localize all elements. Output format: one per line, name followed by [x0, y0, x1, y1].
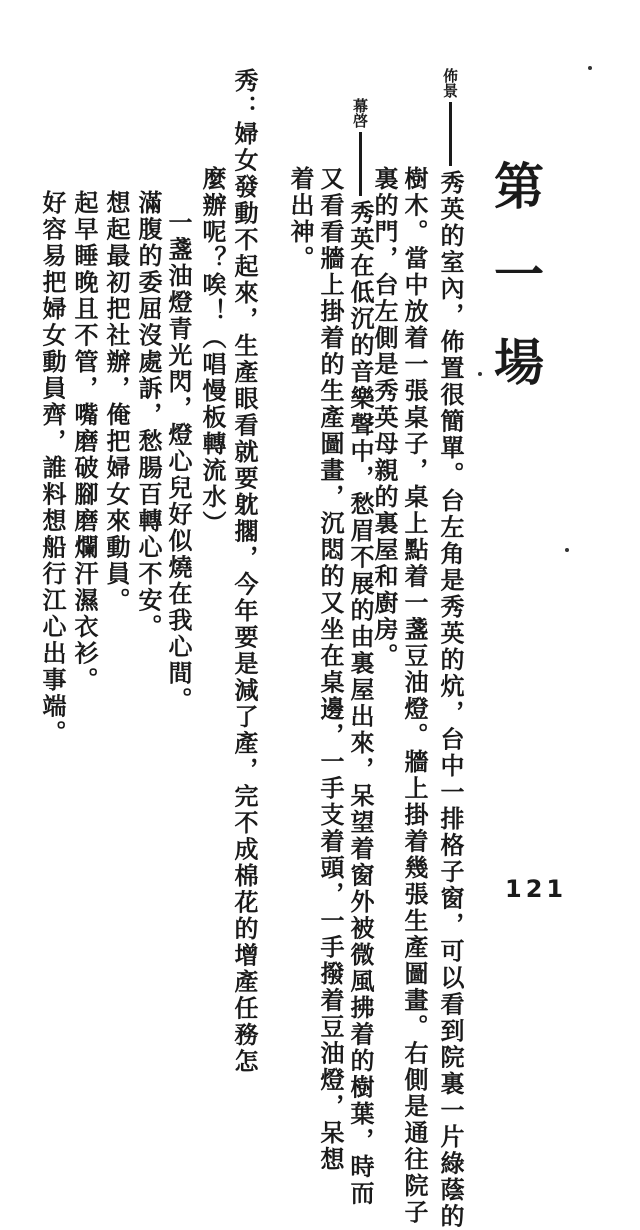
- speaker-label: 秀：: [230, 68, 259, 121]
- verse-line-4: 起早睡晚且不管，嘴磨破腳磨爛汗濕衣衫。: [70, 190, 99, 694]
- scan-speck: [565, 548, 569, 552]
- curtain-line-1: [346, 98, 375, 1207]
- scan-speck: [478, 372, 482, 376]
- dialogue-line-2: 麼辦呢？唉！（唱慢板轉流水）: [198, 166, 227, 537]
- curtain-dash: [359, 132, 362, 196]
- setting-label: 佈景: [441, 68, 459, 98]
- verse-line-1: 一盞油燈青光閃，燈心兒好似燒在我心間。: [164, 210, 193, 714]
- dialogue-line-1: [230, 68, 259, 1075]
- setting-line-3: 裏的門，台左側是秀英母親的裏屋和廚房。: [370, 166, 399, 670]
- curtain-line-3: 着出神。: [286, 166, 315, 272]
- setting-text-1: 秀英的室內，佈置很簡單。台左角是秀英的炕，台中一排格子窗，可以看到院裏一片綠蔭的: [436, 170, 465, 1230]
- curtain-text-1: 秀英在低沉的音樂聲中，愁眉不展的由裏屋出來，呆望着窗外被微風拂着的樹葉，時而: [346, 200, 375, 1207]
- scene-title: 第一場: [486, 160, 545, 424]
- verse-line-2: 滿腹的委屈沒處訴，愁腸百轉心不安。: [134, 190, 163, 641]
- verse-line-3: 想起最初把社辦，俺把婦女來動員。: [102, 190, 131, 614]
- curtain-line-2: 又看看牆上掛着的生產圖畫，沉悶的又坐在桌邊，一手支着頭，一手撥着豆油燈，呆想: [316, 166, 345, 1173]
- dialogue-text-1: 婦女發動不起來，生產眼看就要躭擱，今年要是減了產，完不成棉花的增產任務怎: [230, 121, 259, 1075]
- curtain-label: 幕啓: [351, 98, 369, 128]
- setting-line-1: [436, 68, 465, 1230]
- page-number: 121: [505, 875, 568, 903]
- setting-dash: [449, 102, 452, 166]
- verse-line-5: 好容易把婦女動員齊，誰料想船行江心出事端。: [38, 190, 67, 747]
- setting-line-2: 樹木。當中放着一張桌子，桌上點着一盞豆油燈。牆上掛着幾張生產圖畫。右側是通往院子: [400, 166, 429, 1226]
- scan-speck: [588, 66, 592, 70]
